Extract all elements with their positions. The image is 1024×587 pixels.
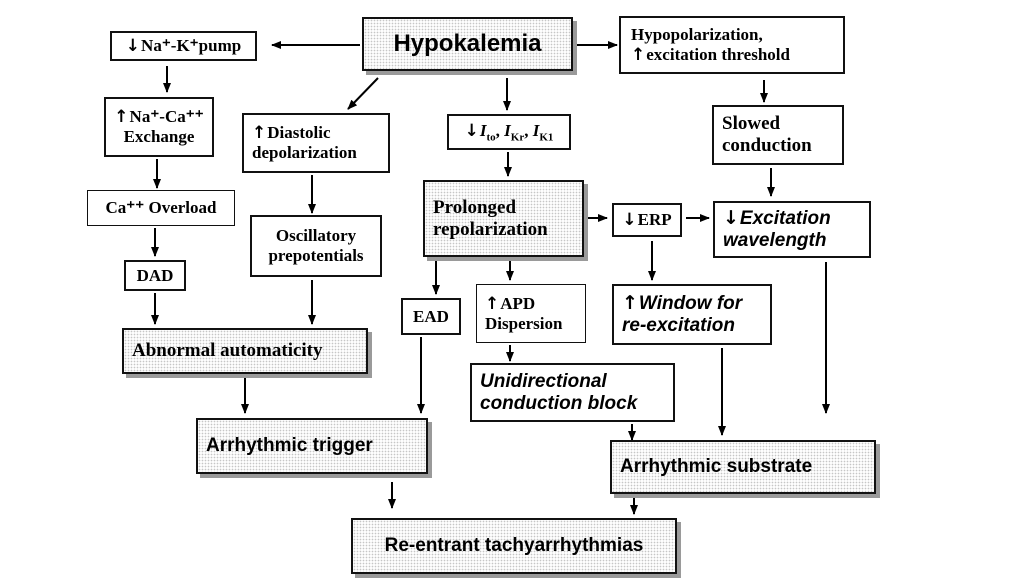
- na-k-pump-box: [110, 31, 257, 61]
- hypopolarization-line1: Hypopolarization,: [631, 25, 763, 44]
- hypokalemia-label: Hypokalemia: [393, 30, 542, 57]
- oscillatory-line1: Oscillatory: [275, 226, 357, 245]
- current-ito-symbol: I: [479, 120, 487, 140]
- current-separator-2: ,: [524, 120, 533, 140]
- oscillatory-prepotentials-box: [250, 215, 382, 277]
- hypokalemia-box: [362, 17, 573, 71]
- current-ik1-subscript: K1: [539, 131, 554, 144]
- diastolic-line1: ↑ Diastolic: [252, 123, 357, 143]
- unidirectional-line1: Unidirectional: [480, 370, 607, 392]
- unidirectional-block-box: [470, 363, 675, 422]
- arrow-hypokalemia-to-diastolic: [348, 78, 378, 109]
- window-reexcitation-box: [612, 284, 772, 345]
- na-ca-exchange-box: [104, 97, 214, 157]
- excitation-line2: wavelength: [723, 230, 827, 251]
- dad-label: DAD: [136, 265, 174, 285]
- apd-line1: ↑ APD: [485, 294, 562, 314]
- hypopolarization-line2: ↑ excitation threshold: [631, 45, 790, 65]
- prolonged-repolarization-box: [423, 180, 584, 257]
- reentrant-tachyarrhythmias-box: [351, 518, 677, 574]
- window-line1: ↑ Window for: [622, 292, 742, 315]
- window-line2: re-excitation: [622, 315, 735, 336]
- current-ito-subscript: to: [486, 131, 496, 144]
- arrhythmic-trigger-box: [196, 418, 428, 474]
- reentrant-label: Re-entrant tachyarrhythmias: [384, 535, 644, 556]
- na-k-pump-label: ↓ Na⁺-K⁺pump: [126, 36, 241, 56]
- unidirectional-line2: conduction block: [480, 392, 638, 414]
- abnormal-automaticity-label: Abnormal automaticity: [132, 340, 323, 361]
- ead-label: EAD: [413, 306, 449, 326]
- excitation-wavelength-box: [713, 201, 871, 258]
- current-ik1-symbol: I: [532, 120, 540, 140]
- apd-dispersion-box: [476, 284, 586, 343]
- apd-line2: Dispersion: [485, 313, 563, 333]
- na-ca-line1: ↑ Na⁺-Ca⁺⁺: [114, 107, 203, 127]
- diastolic-depolarization-box: [242, 113, 390, 173]
- hypopolarization-box: [619, 16, 845, 74]
- diastolic-line2: depolarization: [252, 143, 357, 162]
- arrhythmic-trigger-label: Arrhythmic trigger: [206, 435, 373, 456]
- ca-overload-box: [87, 190, 235, 226]
- erp-box: [612, 203, 682, 237]
- erp-label: ↓ ERP: [622, 210, 671, 230]
- current-separator-1: ,: [495, 120, 505, 140]
- ead-box: [401, 298, 461, 335]
- na-ca-line2: Exchange: [123, 127, 195, 146]
- prolonged-line2: repolarization: [433, 218, 548, 240]
- slowed-conduction-box: [712, 105, 844, 165]
- excitation-line1: ↓ Excitation: [723, 207, 831, 230]
- abnormal-automaticity-box: [122, 328, 368, 374]
- prolonged-line1: Prolonged: [433, 196, 517, 218]
- slowed-line1: Slowed: [722, 113, 781, 134]
- oscillatory-line2: prepotentials: [268, 246, 364, 265]
- ca-overload-label: Ca⁺⁺ Overload: [105, 198, 217, 217]
- current-ikr-subscript: Kr: [510, 131, 525, 144]
- arrhythmic-substrate-box: [610, 440, 876, 494]
- current-ikr-symbol: I: [504, 120, 511, 140]
- dad-box: [124, 260, 186, 291]
- currents-box: [447, 114, 571, 150]
- slowed-line2: conduction: [722, 135, 812, 156]
- currents-label: [465, 121, 554, 143]
- arrhythmic-substrate-label: Arrhythmic substrate: [620, 456, 813, 477]
